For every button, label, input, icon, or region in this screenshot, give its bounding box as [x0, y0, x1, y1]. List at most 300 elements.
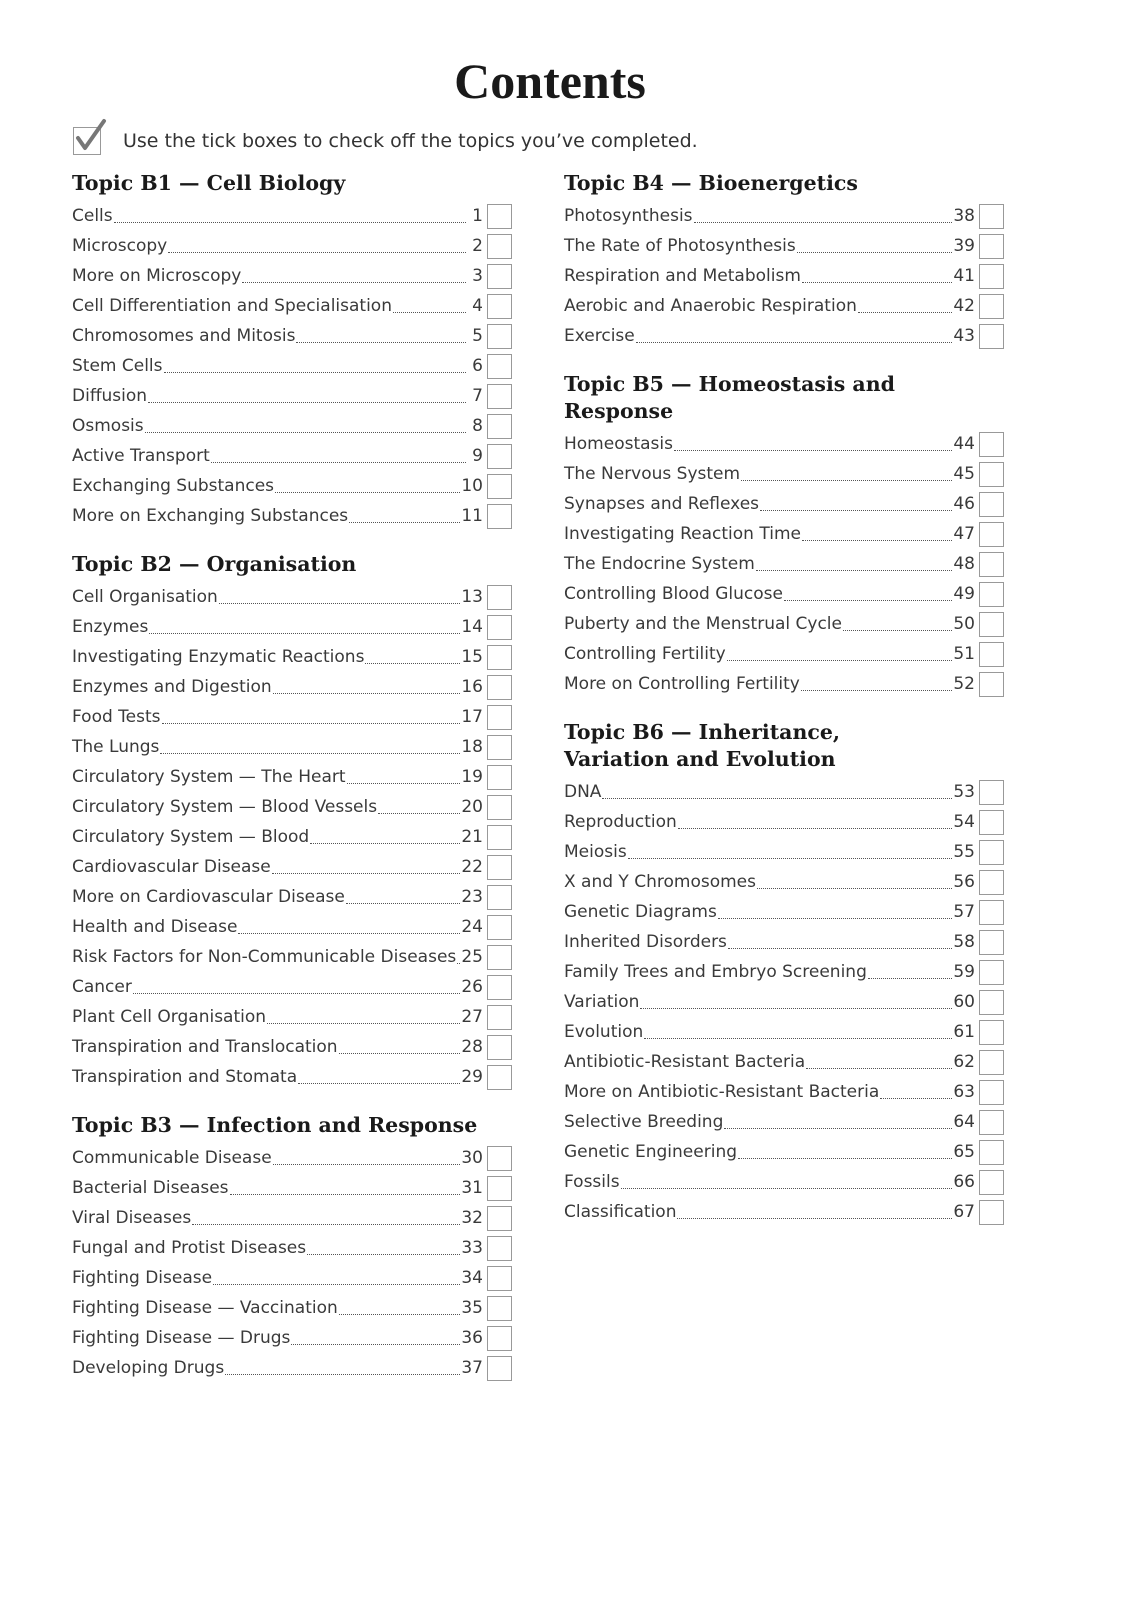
completion-checkbox[interactable] [487, 825, 512, 850]
dot-leader [347, 783, 461, 784]
completion-checkbox[interactable] [979, 1200, 1004, 1225]
completion-checkbox[interactable] [979, 582, 1004, 607]
toc-entry-title: Fighting Disease — Drugs [72, 1328, 291, 1348]
toc-entry-title: Meiosis [564, 842, 627, 862]
toc-entry [72, 291, 512, 321]
toc-entry [72, 1293, 512, 1323]
completion-checkbox[interactable] [487, 264, 512, 289]
toc-entry [564, 1107, 1004, 1137]
completion-checkbox[interactable] [487, 975, 512, 1000]
completion-checkbox[interactable] [979, 1020, 1004, 1045]
completion-checkbox[interactable] [487, 1176, 512, 1201]
toc-entry-title: The Nervous System [564, 464, 741, 484]
toc-entry-title: Respiration and Metabolism [564, 266, 801, 286]
toc-entry-page-number: 34 [461, 1268, 483, 1288]
toc-entry-title: Family Trees and Embryo Screening [564, 962, 867, 982]
toc-entry [564, 201, 1004, 231]
dot-leader [145, 432, 466, 433]
completion-checkbox[interactable] [979, 294, 1004, 319]
toc-entry-page-number: 59 [953, 962, 975, 982]
toc-entry [564, 1047, 1004, 1077]
completion-checkbox[interactable] [979, 432, 1004, 457]
toc-entry-title: The Lungs [72, 737, 160, 757]
toc-entry-page-number: 38 [953, 206, 975, 226]
intro-text: Use the tick boxes to check off the topics you’ve completed. [123, 130, 698, 152]
dot-leader [162, 723, 461, 724]
completion-checkbox[interactable] [979, 990, 1004, 1015]
toc-entry [72, 672, 512, 702]
completion-checkbox[interactable] [979, 810, 1004, 835]
toc-entry-title: Developing Drugs [72, 1358, 225, 1378]
dot-leader [457, 963, 460, 964]
toc-entry [564, 1017, 1004, 1047]
completion-checkbox[interactable] [979, 204, 1004, 229]
toc-entry [72, 912, 512, 942]
dot-leader [346, 903, 460, 904]
toc-entry-title: Synapses and Reflexes [564, 494, 760, 514]
toc-entry-page-number: 29 [461, 1067, 483, 1087]
dot-leader [760, 510, 952, 511]
toc-entry [72, 1233, 512, 1263]
completion-checkbox[interactable] [487, 504, 512, 529]
toc-entry-title: Selective Breeding [564, 1112, 724, 1132]
completion-checkbox[interactable] [979, 1110, 1004, 1135]
completion-checkbox[interactable] [487, 855, 512, 880]
toc-entry-page-number: 3 [472, 266, 483, 286]
toc-entry [72, 1263, 512, 1293]
toc-entry-page-number: 47 [953, 524, 975, 544]
dot-leader [738, 1158, 952, 1159]
dot-leader [868, 978, 953, 979]
toc-entry-page-number: 45 [953, 464, 975, 484]
dot-leader [378, 813, 460, 814]
dot-leader [365, 663, 460, 664]
completion-checkbox[interactable] [979, 612, 1004, 637]
dot-leader [802, 282, 952, 283]
dot-leader [275, 492, 460, 493]
dot-leader [628, 858, 953, 859]
toc-entry [72, 1173, 512, 1203]
toc-entry-page-number: 36 [461, 1328, 483, 1348]
dot-leader [219, 603, 461, 604]
toc-entry-title: Viral Diseases [72, 1208, 192, 1228]
toc-entry-title: Risk Factors for Non-Communicable Diseases [72, 947, 457, 967]
toc-entry [564, 1077, 1004, 1107]
completion-checkbox[interactable] [487, 444, 512, 469]
toc-entry-page-number: 35 [461, 1298, 483, 1318]
completion-checkbox[interactable] [487, 675, 512, 700]
toc-entry [564, 321, 1004, 351]
toc-entry [72, 642, 512, 672]
toc-entry [72, 1062, 512, 1092]
dot-leader [802, 540, 952, 541]
toc-entry-page-number: 30 [461, 1148, 483, 1168]
toc-entry [564, 231, 1004, 261]
dot-leader [636, 342, 953, 343]
toc-entry-title: Food Tests [72, 707, 161, 727]
dot-leader [148, 402, 466, 403]
completion-checkbox[interactable] [979, 264, 1004, 289]
toc-entry-title: Fossils [564, 1172, 620, 1192]
dot-leader [291, 1344, 460, 1345]
dot-leader [797, 252, 953, 253]
toc-entry-page-number: 17 [461, 707, 483, 727]
toc-entry-page-number: 19 [461, 767, 483, 787]
topic-heading: Topic B5 — Homeostasis and Response [564, 372, 895, 423]
dot-leader [602, 798, 952, 799]
toc-entry-page-number: 21 [461, 827, 483, 847]
completion-checkbox[interactable] [979, 1080, 1004, 1105]
toc-entry-title: Cancer [72, 977, 132, 997]
completion-checkbox[interactable] [979, 840, 1004, 865]
completion-checkbox[interactable] [979, 930, 1004, 955]
completion-checkbox[interactable] [487, 204, 512, 229]
toc-entry-page-number: 60 [953, 992, 975, 1012]
topic-section-topic-b3 [72, 1112, 512, 1383]
completion-checkbox[interactable] [487, 1326, 512, 1351]
dot-leader [238, 933, 460, 934]
completion-checkbox[interactable] [979, 552, 1004, 577]
toc-entry-page-number: 55 [953, 842, 975, 862]
completion-checkbox[interactable] [487, 294, 512, 319]
toc-entry [564, 459, 1004, 489]
toc-entry-page-number: 37 [461, 1358, 483, 1378]
toc-entry-page-number: 14 [461, 617, 483, 637]
completion-checkbox[interactable] [487, 1266, 512, 1291]
toc-entry-page-number: 31 [461, 1178, 483, 1198]
toc-entry-title: More on Microscopy [72, 266, 242, 286]
toc-entry-title: Circulatory System — Blood Vessels [72, 797, 378, 817]
completion-checkbox[interactable] [487, 1005, 512, 1030]
dot-leader [858, 312, 952, 313]
toc-entry-title: Plant Cell Organisation [72, 1007, 267, 1027]
toc-entry [564, 669, 1004, 699]
toc-entry [72, 702, 512, 732]
toc-entry [72, 411, 512, 441]
toc-entry [72, 501, 512, 531]
dot-leader [674, 450, 952, 451]
completion-checkbox[interactable] [979, 1140, 1004, 1165]
toc-entry [72, 261, 512, 291]
toc-entry-page-number: 6 [472, 356, 483, 376]
toc-entry [564, 639, 1004, 669]
toc-entry [72, 732, 512, 762]
topic-section-topic-b4 [564, 170, 1004, 351]
toc-entry-title: DNA [564, 782, 602, 802]
toc-entry-page-number: 43 [953, 326, 975, 346]
toc-entry [72, 822, 512, 852]
toc-entry-page-number: 67 [953, 1202, 975, 1222]
intro-instruction [73, 124, 698, 158]
toc-entry [564, 957, 1004, 987]
dot-leader [192, 1224, 460, 1225]
completion-checkbox[interactable] [487, 915, 512, 940]
toc-entry-title: Circulatory System — Blood [72, 827, 310, 847]
completion-checkbox[interactable] [487, 1206, 512, 1231]
dot-leader [621, 1188, 953, 1189]
dot-leader [694, 222, 953, 223]
toc-entry-page-number: 22 [461, 857, 483, 877]
toc-entry [72, 762, 512, 792]
toc-entry-title: Inherited Disorders [564, 932, 727, 952]
completion-checkbox[interactable] [979, 234, 1004, 259]
toc-entry-title: Aerobic and Anaerobic Respiration [564, 296, 857, 316]
toc-entry-title: Microscopy [72, 236, 168, 256]
toc-entry [564, 261, 1004, 291]
toc-entry [72, 231, 512, 261]
topic-heading: Topic B6 — Inheritance, Variation and Evolution [564, 720, 841, 771]
completion-checkbox[interactable] [979, 672, 1004, 697]
toc-entry-title: Exchanging Substances [72, 476, 275, 496]
topic-heading: Topic B2 — Organisation [72, 552, 357, 576]
dot-leader [267, 1023, 460, 1024]
toc-entry-page-number: 62 [953, 1052, 975, 1072]
toc-entry-page-number: 11 [461, 506, 483, 526]
toc-entry [72, 1002, 512, 1032]
completion-checkbox[interactable] [979, 642, 1004, 667]
toc-entry-page-number: 54 [953, 812, 975, 832]
toc-entry-title: More on Antibiotic-Resistant Bacteria [564, 1082, 880, 1102]
dot-leader [307, 1254, 460, 1255]
completion-checkbox[interactable] [487, 234, 512, 259]
toc-entry-title: Genetic Engineering [564, 1142, 738, 1162]
dot-leader [718, 918, 953, 919]
toc-entry [72, 882, 512, 912]
toc-entry-page-number: 28 [461, 1037, 483, 1057]
completion-checkbox[interactable] [487, 1236, 512, 1261]
toc-entry [72, 1323, 512, 1353]
toc-entry-page-number: 26 [461, 977, 483, 997]
toc-entry-page-number: 5 [472, 326, 483, 346]
toc-entry-page-number: 66 [953, 1172, 975, 1192]
toc-entry-title: Puberty and the Menstrual Cycle [564, 614, 842, 634]
toc-entry-page-number: 65 [953, 1142, 975, 1162]
dot-leader [678, 828, 953, 829]
toc-entry-title: Enzymes and Digestion [72, 677, 272, 697]
completion-checkbox[interactable] [487, 705, 512, 730]
toc-entry [72, 201, 512, 231]
toc-entry [72, 1353, 512, 1383]
topic-heading: Topic B4 — Bioenergetics [564, 171, 858, 195]
toc-entry [72, 471, 512, 501]
dot-leader [801, 690, 953, 691]
topic-section-topic-b2 [72, 551, 512, 1092]
toc-entry-title: Controlling Blood Glucose [564, 584, 783, 604]
toc-entry-page-number: 48 [953, 554, 975, 574]
toc-entry-page-number: 16 [461, 677, 483, 697]
toc-entry-page-number: 32 [461, 1208, 483, 1228]
toc-entry-page-number: 46 [953, 494, 975, 514]
toc-entry-title: Bacterial Diseases [72, 1178, 229, 1198]
dot-leader [640, 1008, 952, 1009]
toc-entry-title: More on Controlling Fertility [564, 674, 800, 694]
completion-checkbox[interactable] [487, 765, 512, 790]
toc-entry [564, 897, 1004, 927]
toc-entry-title: Transpiration and Stomata [72, 1067, 298, 1087]
dot-leader [806, 1068, 952, 1069]
toc-entry-page-number: 39 [953, 236, 975, 256]
completion-checkbox[interactable] [979, 1050, 1004, 1075]
toc-entry-title: Photosynthesis [564, 206, 693, 226]
toc-entry-title: Investigating Reaction Time [564, 524, 801, 544]
dot-leader [168, 252, 466, 253]
toc-entry [72, 792, 512, 822]
completion-checkbox[interactable] [487, 384, 512, 409]
toc-entry [72, 612, 512, 642]
completion-checkbox[interactable] [487, 885, 512, 910]
toc-entry-page-number: 9 [472, 446, 483, 466]
dot-leader [728, 948, 952, 949]
toc-entry-page-number: 23 [461, 887, 483, 907]
completion-checkbox[interactable] [979, 462, 1004, 487]
toc-entry-page-number: 56 [953, 872, 975, 892]
completion-checkbox[interactable] [487, 1296, 512, 1321]
toc-entry-title: Circulatory System — The Heart [72, 767, 346, 787]
completion-checkbox[interactable] [979, 960, 1004, 985]
dot-leader [310, 843, 460, 844]
dot-leader [273, 693, 461, 694]
toc-entry-page-number: 41 [953, 266, 975, 286]
toc-entry-page-number: 51 [953, 644, 975, 664]
toc-entry [72, 942, 512, 972]
toc-entry [564, 291, 1004, 321]
toc-entry [72, 1143, 512, 1173]
toc-entry-page-number: 24 [461, 917, 483, 937]
toc-entry-page-number: 58 [953, 932, 975, 952]
dot-leader [741, 480, 952, 481]
completion-checkbox[interactable] [979, 780, 1004, 805]
dot-leader [724, 1128, 952, 1129]
toc-entry-page-number: 42 [953, 296, 975, 316]
toc-entry-page-number: 18 [461, 737, 483, 757]
completion-checkbox[interactable] [487, 324, 512, 349]
page-title: Contents [454, 53, 646, 109]
toc-entry-title: Homeostasis [564, 434, 673, 454]
toc-entry [564, 429, 1004, 459]
toc-entry [564, 549, 1004, 579]
toc-entry-title: Cell Organisation [72, 587, 218, 607]
completion-checkbox[interactable] [487, 795, 512, 820]
toc-entry-title: More on Exchanging Substances [72, 506, 349, 526]
dot-leader [160, 753, 460, 754]
completion-checkbox[interactable] [979, 492, 1004, 517]
completion-checkbox[interactable] [487, 945, 512, 970]
topic-section-topic-b5 [564, 371, 1004, 699]
toc-entry-title: The Endocrine System [564, 554, 755, 574]
topic-heading: Topic B1 — Cell Biology [72, 171, 346, 195]
completion-checkbox[interactable] [979, 1170, 1004, 1195]
toc-entry [72, 351, 512, 381]
toc-entry [72, 1203, 512, 1233]
toc-entry [564, 867, 1004, 897]
completion-checkbox[interactable] [487, 1356, 512, 1381]
toc-entry [564, 1137, 1004, 1167]
contents-column-right [564, 170, 1004, 1247]
dot-leader [225, 1374, 460, 1375]
dot-leader [211, 462, 466, 463]
dot-leader [296, 342, 466, 343]
tick-icon [73, 127, 101, 155]
toc-entry-page-number: 10 [461, 476, 483, 496]
toc-entry-title: Cells [72, 206, 113, 226]
completion-checkbox[interactable] [487, 1035, 512, 1060]
dot-leader [230, 1194, 461, 1195]
toc-entry-page-number: 20 [461, 797, 483, 817]
dot-leader [644, 1038, 952, 1039]
toc-entry-page-number: 25 [461, 947, 483, 967]
completion-checkbox[interactable] [979, 870, 1004, 895]
completion-checkbox[interactable] [487, 414, 512, 439]
toc-entry-title: Health and Disease [72, 917, 238, 937]
dot-leader [843, 630, 952, 631]
toc-entry [564, 987, 1004, 1017]
toc-entry-title: The Rate of Photosynthesis [564, 236, 796, 256]
toc-entry-title: Enzymes [72, 617, 149, 637]
toc-entry-page-number: 52 [953, 674, 975, 694]
completion-checkbox[interactable] [487, 615, 512, 640]
toc-entry-page-number: 63 [953, 1082, 975, 1102]
dot-leader [272, 873, 461, 874]
completion-checkbox[interactable] [487, 354, 512, 379]
toc-entry-title: Osmosis [72, 416, 144, 436]
dot-leader [298, 1083, 460, 1084]
toc-entry [72, 381, 512, 411]
completion-checkbox[interactable] [487, 1065, 512, 1090]
dot-leader [349, 522, 460, 523]
toc-entry-title: Cell Differentiation and Specialisation [72, 296, 392, 316]
toc-entry-page-number: 53 [953, 782, 975, 802]
toc-entry [564, 807, 1004, 837]
toc-entry-title: Chromosomes and Mitosis [72, 326, 296, 346]
toc-entry [72, 582, 512, 612]
dot-leader [164, 372, 466, 373]
toc-entry-page-number: 1 [472, 206, 483, 226]
toc-entry-title: Communicable Disease [72, 1148, 272, 1168]
completion-checkbox[interactable] [979, 324, 1004, 349]
dot-leader [114, 222, 466, 223]
toc-entry-page-number: 13 [461, 587, 483, 607]
toc-entry-title: Fighting Disease [72, 1268, 213, 1288]
toc-entry [564, 837, 1004, 867]
toc-entry-page-number: 49 [953, 584, 975, 604]
toc-entry-title: Genetic Diagrams [564, 902, 717, 922]
toc-entry-title: Investigating Enzymatic Reactions [72, 647, 365, 667]
completion-checkbox[interactable] [487, 474, 512, 499]
toc-entry-page-number: 57 [953, 902, 975, 922]
contents-column-left [72, 170, 512, 1403]
toc-entry-title: Variation [564, 992, 640, 1012]
completion-checkbox[interactable] [487, 735, 512, 760]
toc-entry-page-number: 7 [472, 386, 483, 406]
completion-checkbox[interactable] [487, 645, 512, 670]
dot-leader [757, 888, 952, 889]
toc-entry-page-number: 61 [953, 1022, 975, 1042]
toc-entry-title: Classification [564, 1202, 677, 1222]
dot-leader [880, 1098, 952, 1099]
dot-leader [784, 600, 952, 601]
toc-entry [564, 1197, 1004, 1227]
toc-entry-title: Controlling Fertility [564, 644, 726, 664]
completion-checkbox[interactable] [487, 585, 512, 610]
toc-entry [564, 519, 1004, 549]
dot-leader [213, 1284, 460, 1285]
toc-entry-title: Fungal and Protist Diseases [72, 1238, 307, 1258]
completion-checkbox[interactable] [979, 522, 1004, 547]
toc-entry-title: Cardiovascular Disease [72, 857, 271, 877]
completion-checkbox[interactable] [487, 1146, 512, 1171]
toc-entry-title: Fighting Disease — Vaccination [72, 1298, 338, 1318]
completion-checkbox[interactable] [979, 900, 1004, 925]
